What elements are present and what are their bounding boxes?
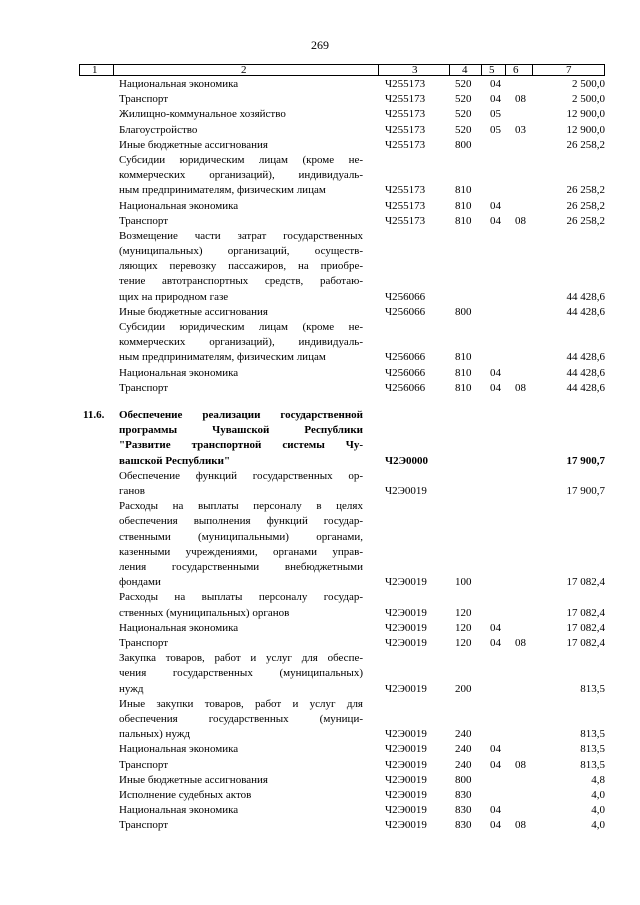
row-title-line: Иные закупки товаров, работ и услуг для <box>119 697 363 710</box>
row-title <box>119 92 363 107</box>
subsection-code: 08 <box>515 637 526 650</box>
target-code: Ч2Э0019 <box>385 788 427 801</box>
section-code: 04 <box>490 743 501 756</box>
table-row <box>79 107 605 122</box>
row-title-line: нужд <box>119 682 144 695</box>
header-col-3: 3 <box>412 64 418 76</box>
section-code: 04 <box>490 78 501 90</box>
section-code: 04 <box>490 214 501 227</box>
amount: 12 900,0 <box>566 108 605 121</box>
row-title-line: Национальная экономика <box>119 199 239 212</box>
expense-type: 810 <box>455 381 472 394</box>
target-code: Ч2Э0019 <box>385 773 427 786</box>
row-title <box>119 320 363 366</box>
row-title-line: ственных (муниципальных) органов <box>119 606 290 619</box>
target-code: Ч255173 <box>385 78 426 90</box>
subsection-code: 08 <box>515 381 526 394</box>
expense-type: 810 <box>455 199 472 212</box>
amount: 813,5 <box>580 682 605 695</box>
row-title-line: коммерческих организаций), индивидуаль- <box>119 169 363 182</box>
row-title <box>119 77 363 92</box>
row-title <box>119 758 363 773</box>
subsection-code: 08 <box>515 819 526 832</box>
section-code: 04 <box>490 819 501 832</box>
amount: 4,0 <box>591 804 605 817</box>
amount: 44 428,6 <box>566 366 605 379</box>
target-code: Ч2Э0019 <box>385 819 427 832</box>
table-row <box>79 803 605 818</box>
header-col-2: 2 <box>241 64 247 76</box>
subsection-code: 08 <box>515 93 526 106</box>
row-title <box>119 366 363 381</box>
row-title-line: обеспечения государственных (муници- <box>119 712 363 725</box>
section-code: 04 <box>490 637 501 650</box>
row-title <box>119 621 363 636</box>
target-code: Ч256066 <box>385 305 426 318</box>
target-code: Ч2Э0019 <box>385 485 427 498</box>
row-title-line: ным предпринимателям, физическим лицам <box>119 184 326 197</box>
amount: 813,5 <box>580 743 605 756</box>
amount: 813,5 <box>580 728 605 741</box>
row-title-line: Транспорт <box>119 637 169 650</box>
amount: 44 428,6 <box>566 381 605 394</box>
row-title <box>119 153 363 199</box>
expense-type: 120 <box>455 621 472 634</box>
row-title <box>119 651 363 697</box>
amount: 17 082,4 <box>566 606 605 619</box>
row-title-line: Обеспечение реализации государственной <box>119 409 363 422</box>
row-title <box>119 788 363 803</box>
row-title-line: обеспечения выполнения функций государ- <box>119 515 363 528</box>
expense-type: 520 <box>455 78 472 90</box>
row-title <box>119 697 363 743</box>
row-title-line: фондами <box>119 576 161 589</box>
row-title <box>119 214 363 229</box>
row-title <box>119 499 363 590</box>
row-title-line: Закупка товаров, работ и услуг для обеспе- <box>119 652 363 665</box>
header-col-1: 1 <box>92 64 98 76</box>
row-title-line: пальных) нужд <box>119 728 191 741</box>
table-row <box>79 77 605 92</box>
expense-type: 800 <box>455 773 472 786</box>
target-code: Ч2Э0019 <box>385 758 427 771</box>
target-code: Ч255173 <box>385 123 426 136</box>
target-code: Ч2Э0019 <box>385 804 427 817</box>
section-code: 04 <box>490 381 501 394</box>
row-title-line: Расходы на выплаты персоналу государ- <box>119 591 363 604</box>
row-title <box>119 803 363 818</box>
amount: 17 900,7 <box>566 485 605 498</box>
row-title <box>119 138 363 153</box>
subsection-code: 03 <box>515 123 526 136</box>
header-col-5: 5 <box>489 64 495 76</box>
target-code: Ч2Э0019 <box>385 621 427 634</box>
table-row <box>79 621 605 636</box>
row-title-line: Субсидии юридическим лицам (кроме не- <box>119 321 363 334</box>
row-title-line: Жилищно-коммунальное хозяйство <box>119 108 286 121</box>
expense-type: 120 <box>455 606 472 619</box>
amount: 4,0 <box>591 788 605 801</box>
target-code: Ч255173 <box>385 138 426 151</box>
table-row <box>79 199 605 214</box>
section-code: 05 <box>490 123 501 136</box>
section-code: 04 <box>490 366 501 379</box>
expense-type: 830 <box>455 788 472 801</box>
target-code: Ч2Э0019 <box>385 606 427 619</box>
section-code: 04 <box>490 804 501 817</box>
header-col-4: 4 <box>462 64 468 76</box>
table-row <box>79 590 605 620</box>
table-row <box>79 788 605 803</box>
row-title-line: Благоустройство <box>119 123 198 136</box>
subsection-code: 08 <box>515 758 526 771</box>
expense-type: 830 <box>455 819 472 832</box>
target-code: Ч2Э0019 <box>385 576 427 589</box>
table-row <box>79 320 605 366</box>
table-row <box>79 229 605 305</box>
expense-type: 810 <box>455 214 472 227</box>
row-title <box>119 773 363 788</box>
row-title-line: Транспорт <box>119 93 169 106</box>
table-row <box>79 138 605 153</box>
table-row <box>79 408 605 469</box>
row-title-line: Иные бюджетные ассигнования <box>119 773 268 786</box>
row-title-line: Иные бюджетные ассигнования <box>119 305 268 318</box>
expense-type: 830 <box>455 804 472 817</box>
expense-type: 520 <box>455 108 472 121</box>
subsection-code: 08 <box>515 214 526 227</box>
row-title-line: Исполнение судебных актов <box>119 788 252 801</box>
expense-type: 200 <box>455 682 472 695</box>
table-row <box>79 92 605 107</box>
table-row <box>79 381 605 396</box>
row-title-line: казенными учреждениями, органами управ- <box>119 545 363 558</box>
row-title-line: ляющих перевозку пассажиров, на приобре- <box>119 260 363 273</box>
row-title-line: Национальная экономика <box>119 621 239 634</box>
row-title-line: Национальная экономика <box>119 366 239 379</box>
table-row <box>79 214 605 229</box>
header-col-7: 7 <box>566 64 572 76</box>
table-row <box>79 697 605 743</box>
row-title <box>119 229 363 305</box>
target-code: Ч256066 <box>385 381 426 394</box>
row-title <box>119 107 363 122</box>
amount: 4,8 <box>591 773 605 786</box>
expense-type: 810 <box>455 184 472 197</box>
amount: 44 428,6 <box>566 351 605 364</box>
expense-type: 810 <box>455 366 472 379</box>
row-title-line: коммерческих организаций), индивидуаль- <box>119 336 363 349</box>
row-title-line: "Развитие транспортной системы Чу- <box>119 439 363 452</box>
target-code: Ч255173 <box>385 199 426 212</box>
amount: 17 082,4 <box>566 576 605 589</box>
row-title-line: Транспорт <box>119 819 169 832</box>
amount: 44 428,6 <box>566 305 605 318</box>
page-number: 269 <box>311 38 329 52</box>
table-body <box>79 77 605 834</box>
row-title <box>119 590 363 620</box>
expense-type: 100 <box>455 576 472 589</box>
table-header <box>79 64 605 76</box>
row-title-line: ления государственными внебюджетными <box>119 561 363 573</box>
row-title-line: вашской Республики" <box>119 454 231 467</box>
table-row <box>79 499 605 590</box>
table-row <box>79 123 605 138</box>
target-code: Ч256066 <box>385 366 426 379</box>
row-title <box>119 469 363 499</box>
expense-type: 240 <box>455 743 472 756</box>
row-title-line: тение автотранспортных средств, работаю- <box>119 275 363 288</box>
table-row <box>79 651 605 697</box>
row-title <box>119 305 363 320</box>
expense-type: 120 <box>455 637 472 650</box>
table-row <box>79 153 605 199</box>
target-code: Ч2Э0019 <box>385 682 427 695</box>
row-title-line: щих на природном газе <box>119 290 229 303</box>
row-title-line: Обеспечение функций государственных ор- <box>119 469 363 482</box>
section-code: 05 <box>490 108 501 121</box>
amount: 26 258,2 <box>566 184 605 197</box>
row-title-line: Субсидии юридическим лицам (кроме не- <box>119 153 363 166</box>
row-title-line: Возмещение части затрат государственных <box>119 229 363 242</box>
row-title-line: чения государственных (муниципальных) <box>119 667 363 680</box>
table-row <box>79 636 605 651</box>
target-code: Ч2Э0019 <box>385 743 427 756</box>
row-title-line: ным предпринимателям, физическим лицам <box>119 351 326 364</box>
target-code: Ч255173 <box>385 214 426 227</box>
table-row <box>79 818 605 833</box>
amount: 2 500,0 <box>572 78 605 90</box>
table-row <box>79 469 605 499</box>
row-title-line: (муниципальных) организаций, осуществ- <box>119 245 363 258</box>
row-title <box>119 742 363 757</box>
section-code: 04 <box>490 621 501 634</box>
expense-type: 520 <box>455 93 472 106</box>
row-title-line: Иные бюджетные ассигнования <box>119 138 268 151</box>
target-code: Ч256066 <box>385 351 426 364</box>
amount: 2 500,0 <box>572 93 605 106</box>
row-title <box>119 199 363 214</box>
expense-type: 800 <box>455 305 472 318</box>
row-title-line: Транспорт <box>119 758 169 771</box>
row-title <box>119 408 363 469</box>
row-title-line: Расходы на выплаты персоналу в целях <box>119 500 363 513</box>
amount: 17 082,4 <box>566 637 605 650</box>
row-title-line: Транспорт <box>119 381 169 394</box>
section-code: 04 <box>490 93 501 106</box>
amount: 813,5 <box>580 758 605 771</box>
section-code: 04 <box>490 758 501 771</box>
amount: 4,0 <box>591 819 605 832</box>
row-title-line: Транспорт <box>119 214 169 227</box>
table-row <box>79 773 605 788</box>
amount: 17 900,7 <box>566 454 605 467</box>
section-number: 11.6. <box>83 409 105 422</box>
target-code: Ч255173 <box>385 108 426 121</box>
target-code: Ч256066 <box>385 290 426 303</box>
row-title-line: Национальная экономика <box>119 743 239 756</box>
expense-type: 810 <box>455 351 472 364</box>
amount: 26 258,2 <box>566 138 605 151</box>
amount: 26 258,2 <box>566 214 605 227</box>
expense-type: 520 <box>455 123 472 136</box>
row-title-line: ганов <box>119 485 145 498</box>
amount: 12 900,0 <box>566 123 605 136</box>
expense-type: 800 <box>455 138 472 151</box>
row-title-line: Национальная экономика <box>119 804 239 817</box>
target-code: Ч2Э0019 <box>385 637 427 650</box>
table-row <box>79 742 605 757</box>
row-title <box>119 818 363 833</box>
target-code: Ч255173 <box>385 184 426 197</box>
expense-type: 240 <box>455 758 472 771</box>
row-title-line: ственными (муниципальными) органами, <box>119 530 363 543</box>
table-row <box>79 305 605 320</box>
section-code: 04 <box>490 199 501 212</box>
row-title-line: Национальная экономика <box>119 78 239 90</box>
row-title <box>119 381 363 396</box>
expense-type: 240 <box>455 728 472 741</box>
target-code: Ч255173 <box>385 93 426 106</box>
amount: 44 428,6 <box>566 290 605 303</box>
amount: 17 082,4 <box>566 621 605 634</box>
row-title <box>119 123 363 138</box>
row-title-line: программы Чувашской Республики <box>119 424 363 437</box>
table-row <box>79 366 605 381</box>
target-code: Ч2Э0019 <box>385 728 427 741</box>
target-code: Ч2Э0000 <box>385 454 429 467</box>
amount: 26 258,2 <box>566 199 605 212</box>
table-row <box>79 758 605 773</box>
header-col-6: 6 <box>513 64 519 76</box>
row-title <box>119 636 363 651</box>
